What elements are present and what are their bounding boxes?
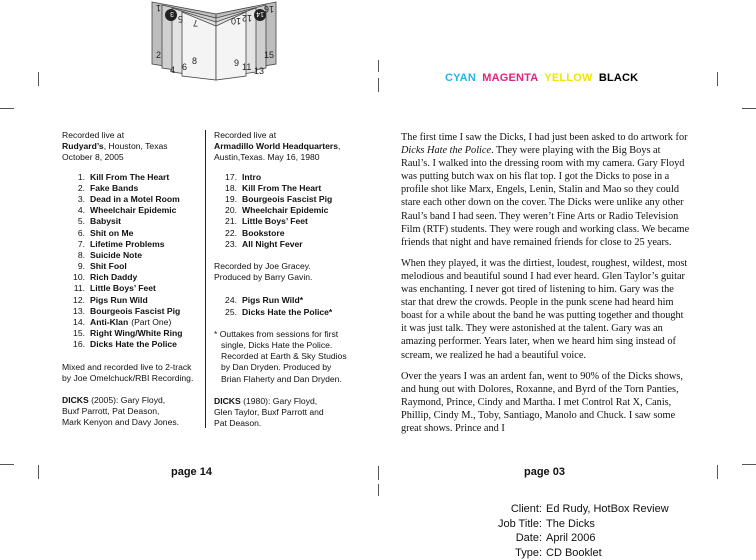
essay-paragraph: When they played, it was the dirtiest, loudest, roughest, wildest, most melodious and beautiful sound I had ever heard. Glen Taylor’s guitar was enchanting. I never got tired of listening to him. Gary was the star that drew the crowds. People in the punk scene had heard him boast for a while about the band he was putting together and thought it was just talk. They were astonished at the talent. Gary was an amazing performer. Years later, when we heard him sing instead of scream, we realized he had a beautiful voice. (401, 257, 691, 362)
track-title: Pigs Run Wild (90, 295, 148, 306)
diagram-number: 4 (170, 65, 175, 75)
track-item (214, 228, 379, 239)
outtake-note-line: single, Dicks Hate the Police. (214, 340, 379, 351)
track-title: Kill From The Heart (242, 183, 321, 194)
band-lineup-text: (1980): Gary Floyd, (241, 396, 317, 406)
track-title: Little Boys’ Feet (90, 283, 156, 294)
job-info-key: Type: (470, 546, 546, 560)
cmyk-color-labels (445, 72, 638, 84)
track-title: Dicks Hate the Police (90, 339, 177, 350)
track-number: 13. (62, 306, 90, 317)
magenta-label: MAGENTA (482, 72, 538, 84)
crop-mark (0, 108, 14, 109)
crop-mark (717, 465, 718, 479)
diagram-number: 12 (242, 13, 252, 23)
venue-name: Armadillo World Headquarters (214, 141, 338, 151)
track-number: 1. (62, 172, 90, 183)
outtake-note-line: Brian Flaherty and Dan Dryden. (214, 374, 379, 385)
track-number: 22. (214, 228, 242, 239)
essay-text-run: . They were playing with the Big Boys at Raul’s. I walked into the dressing room with my camera. Gary Floyd was putting butch wax on his flat top. I got the Dicks to pose in a profile shot like Marx, Engels, Lenin, Stalin and Mao so they could stare each other down on the cover. The Dicks were unlike any other Raul’s band I had seen. They weren’t Fine Arts or Radio Television Film (RTF) students. They were rough and working class. We became friends that night and have remained friends for close to 25 years. (401, 145, 689, 248)
track-number: 20. (214, 205, 242, 216)
venue-location: , (338, 141, 340, 151)
track-item (62, 183, 202, 194)
fold-mark (378, 60, 379, 72)
diagram-number: 15 (264, 50, 274, 60)
track-item (62, 228, 202, 239)
diagram-number: 10 (231, 16, 241, 26)
crop-mark (0, 464, 14, 465)
band-lineup-line: Buxf Parrott, Pat Deason, (62, 406, 202, 417)
track-item (214, 295, 379, 306)
band-label: DICKS (214, 396, 241, 406)
essay-paragraph: Over the years I was an ardent fan, went to 90% of the Dicks shows, and hung out with Dolores, Roxanne, and Byrd of the Torn Panties, Raymond, Prince, Cindy and Martha. I met Control Rat X, Canis, Phillip, Cindy M., Toby, Santiago, Manolo and Chuck. I saw some great shows. Prince and I (401, 370, 691, 435)
recording-credit-line: Produced by Barry Gavin. (214, 272, 379, 283)
diagram-number: 8 (192, 56, 197, 66)
track-title: Suicide Note (90, 250, 142, 261)
job-info-key: Job Title: (470, 517, 546, 532)
job-info-row (470, 531, 669, 546)
track-number: 24. (214, 295, 242, 306)
track-number: 2. (62, 183, 90, 194)
diagram-number: 13 (254, 66, 264, 76)
band-lineup-line: Mark Kenyon and Davy Jones. (62, 417, 202, 428)
track-number: 15. (62, 328, 90, 339)
job-info (470, 502, 669, 560)
track-title: Kill From The Heart (90, 172, 169, 183)
outtake-note-line: by Dan Dryden. Produced by (214, 362, 379, 373)
diagram-number: 7 (193, 18, 198, 28)
crop-mark (717, 72, 718, 86)
job-info-value: Ed Rudy, HotBox Review (546, 502, 669, 517)
crop-mark (38, 465, 39, 479)
fold-mark (378, 484, 379, 496)
tracklist-column-1980 (214, 130, 379, 429)
track-item (62, 261, 202, 272)
diagram-number: 14 (256, 10, 264, 17)
track-title: Rich Daddy (90, 272, 137, 283)
track-item (62, 306, 202, 317)
bonus-tracklist (214, 295, 379, 317)
venue-location: , Houston, Texas (104, 141, 168, 151)
track-item (214, 194, 379, 205)
diagram-number: 6 (182, 62, 187, 72)
track-item (62, 317, 202, 328)
recorded-label: Recorded live at (214, 130, 379, 141)
track-item (214, 307, 379, 318)
mix-credit-line: by Joe Omelchuck/RBI Recording. (62, 373, 202, 384)
track-item (62, 172, 202, 183)
track-number: 10. (62, 272, 90, 283)
track-number: 4. (62, 205, 90, 216)
track-item (62, 283, 202, 294)
crop-mark (38, 72, 39, 86)
tracklist-2005 (62, 172, 202, 351)
track-item (214, 172, 379, 183)
fold-mark (378, 466, 379, 480)
track-number: 6. (62, 228, 90, 239)
crop-mark (742, 108, 756, 109)
track-title: Bourgeois Fascist Pig (90, 306, 180, 317)
essay-text-run: The first time I saw the Dicks, I had just been asked to do artwork for (401, 132, 688, 143)
track-item (62, 216, 202, 227)
diagram-number: 16 (264, 4, 274, 14)
essay-text (401, 131, 691, 443)
booklet-diagram (150, 0, 280, 82)
track-number: 14. (62, 317, 90, 328)
yellow-label: YELLOW (544, 72, 592, 84)
recording-date: October 8, 2005 (62, 152, 202, 163)
page-number-left: page 14 (171, 466, 212, 478)
fold-mark (378, 78, 379, 92)
job-info-row (470, 517, 669, 532)
track-title: Little Boys’ Feet (242, 216, 308, 227)
track-title: Bourgeois Fascist Pig (242, 194, 332, 205)
track-title: Pigs Run Wild* (242, 295, 303, 306)
job-info-key: Date: (470, 531, 546, 546)
job-info-value: The Dicks (546, 517, 595, 532)
mix-credit-line: Mixed and recorded live to 2-track (62, 362, 202, 373)
essay-paragraph (401, 131, 691, 249)
track-item (214, 205, 379, 216)
crop-mark (742, 464, 756, 465)
track-item (62, 328, 202, 339)
diagram-number: 2 (156, 50, 161, 60)
recorded-label: Recorded live at (62, 130, 202, 141)
track-item (62, 250, 202, 261)
diagram-number: 5 (178, 14, 183, 24)
track-title: All Night Fever (242, 239, 303, 250)
track-item (62, 272, 202, 283)
page-number-right: page 03 (524, 466, 565, 478)
track-title: Shit on Me (90, 228, 133, 239)
cyan-label: CYAN (445, 72, 476, 84)
album-title: Dicks Hate the Police (401, 145, 491, 156)
track-number: 23. (214, 239, 242, 250)
diagram-number: 9 (234, 58, 239, 68)
black-label: BLACK (599, 72, 639, 84)
track-note: (Part One) (131, 317, 171, 328)
recording-credit-line: Recorded by Joe Gracey. (214, 261, 379, 272)
track-title: Dead in a Motel Room (90, 194, 180, 205)
track-number: 3. (62, 194, 90, 205)
track-item (62, 205, 202, 216)
track-item (62, 339, 202, 350)
track-title: Right Wing/White Ring (90, 328, 183, 339)
track-title: Wheelchair Epidemic (90, 205, 176, 216)
band-lineup-text: (2005): Gary Floyd, (89, 395, 165, 405)
track-item (62, 239, 202, 250)
track-item (62, 194, 202, 205)
track-title: Dicks Hate the Police* (242, 307, 332, 318)
job-info-key: Client: (470, 502, 546, 517)
track-title: Wheelchair Epidemic (242, 205, 328, 216)
track-number: 17. (214, 172, 242, 183)
track-number: 16. (62, 339, 90, 350)
track-title: Fake Bands (90, 183, 138, 194)
track-number: 19. (214, 194, 242, 205)
venue-line (214, 141, 379, 152)
track-number: 18. (214, 183, 242, 194)
tracklist-1980 (214, 172, 379, 250)
outtake-note-line: Recorded at Earth & Sky Studios (214, 351, 379, 362)
job-info-row (470, 502, 669, 517)
job-info-row (470, 546, 669, 560)
band-lineup-line (62, 395, 202, 406)
band-label: DICKS (62, 395, 89, 405)
track-number: 7. (62, 239, 90, 250)
venue-name: Rudyard’s (62, 141, 104, 151)
track-item (62, 295, 202, 306)
track-item (214, 216, 379, 227)
track-number: 8. (62, 250, 90, 261)
job-info-value: CD Booklet (546, 546, 602, 560)
track-number: 21. (214, 216, 242, 227)
track-number: 12. (62, 295, 90, 306)
band-lineup-line: Pat Deason. (214, 418, 379, 429)
track-number: 9. (62, 261, 90, 272)
track-item (214, 239, 379, 250)
column-divider (205, 130, 206, 428)
tracklist-column-2005 (62, 130, 202, 429)
venue-line (62, 141, 202, 152)
track-title: Lifetime Problems (90, 239, 165, 250)
track-number: 25. (214, 307, 242, 318)
track-number: 5. (62, 216, 90, 227)
track-title: Anti-Klan (90, 317, 128, 328)
track-title: Bookstore (242, 228, 285, 239)
band-lineup-line (214, 396, 379, 407)
track-title: Shit Fool (90, 261, 127, 272)
track-number: 11. (62, 283, 90, 294)
job-info-value: April 2006 (546, 531, 596, 546)
outtake-note-line: * Outtakes from sessions for first (214, 329, 379, 340)
recording-date: Austin,Texas. May 16, 1980 (214, 152, 379, 163)
track-title: Babysit (90, 216, 121, 227)
diagram-number: 3 (170, 10, 174, 17)
track-title: Intro (242, 172, 261, 183)
diagram-number: 1 (156, 3, 161, 13)
track-item (214, 183, 379, 194)
band-lineup-line: Glen Taylor, Buxf Parrott and (214, 407, 379, 418)
diagram-number: 11 (242, 62, 251, 72)
